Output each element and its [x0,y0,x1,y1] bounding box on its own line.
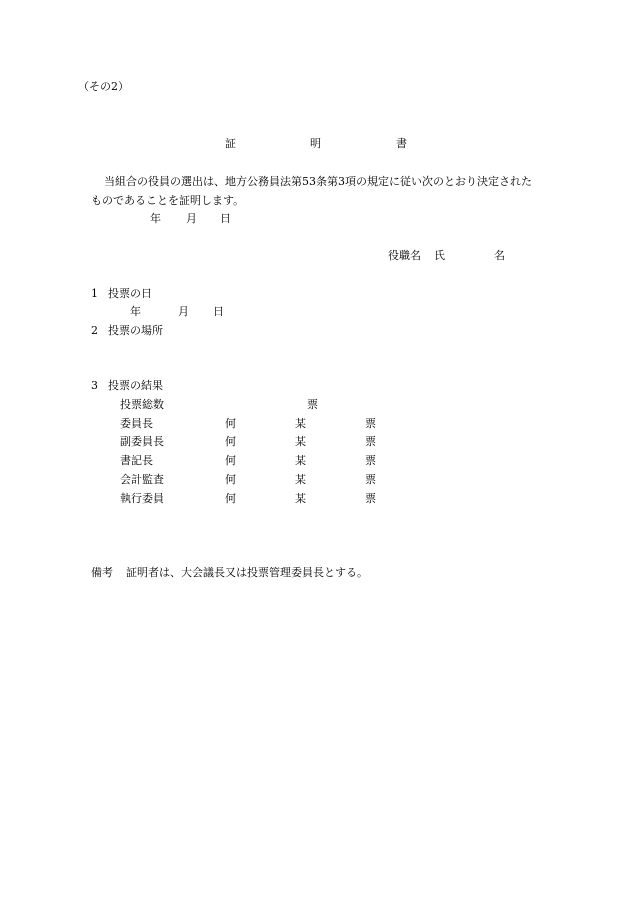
row-name-first: 何 [225,473,236,486]
row-unit: 票 [365,454,376,467]
row-name-last: 某 [295,473,306,486]
title-char-2: 明 [310,137,321,150]
row-name-first: 何 [225,454,236,467]
signature-name-first: 氏 [434,249,445,262]
row-position: 執行委員 [120,492,164,505]
statement-date-month: 月 [186,212,197,225]
signature-title-label: 役職名 [388,249,421,262]
row-unit: 票 [365,417,376,430]
statement-line-1: 当組合の役員の選出は、地方公務員法第53条第3項の規定に従い次のとおり決定された [104,175,532,188]
section-3-number: 3 [91,379,98,392]
row-position: 副委員長 [120,435,164,448]
row-name-last: 某 [295,435,306,448]
row-unit: 票 [365,435,376,448]
title-char-3: 書 [396,137,407,150]
section-1-date-day: 日 [213,305,224,318]
section-1-number: 1 [91,287,98,300]
total-votes-unit: 票 [307,398,318,411]
row-position: 委員長 [120,417,153,430]
row-name-last: 某 [295,454,306,467]
total-votes-label: 投票総数 [120,398,164,411]
section-2-title: 投票の場所 [108,324,163,337]
statement-date-year: 年 [150,212,161,225]
section-1-date-year: 年 [130,305,141,318]
section-1-title: 投票の日 [108,287,152,300]
remarks-label: 備考 [91,566,113,579]
statement-line-2: ものであることを証明します。 [91,194,245,207]
signature-name-last: 名 [494,249,505,262]
row-position: 書記長 [120,454,153,467]
row-position: 会計監査 [120,473,164,486]
part-label: （その2） [78,80,129,93]
row-name-last: 某 [295,417,306,430]
row-name-first: 何 [225,435,236,448]
remarks-text: 証明者は、大会議長又は投票管理委員長とする。 [126,566,368,579]
title-char-1: 証 [225,137,236,150]
row-unit: 票 [365,492,376,505]
section-1-date-month: 月 [178,305,189,318]
row-name-first: 何 [225,417,236,430]
row-unit: 票 [365,473,376,486]
row-name-first: 何 [225,492,236,505]
section-3-title: 投票の結果 [108,379,163,392]
statement-date-day: 日 [220,212,231,225]
section-2-number: 2 [91,324,98,337]
row-name-last: 某 [295,492,306,505]
